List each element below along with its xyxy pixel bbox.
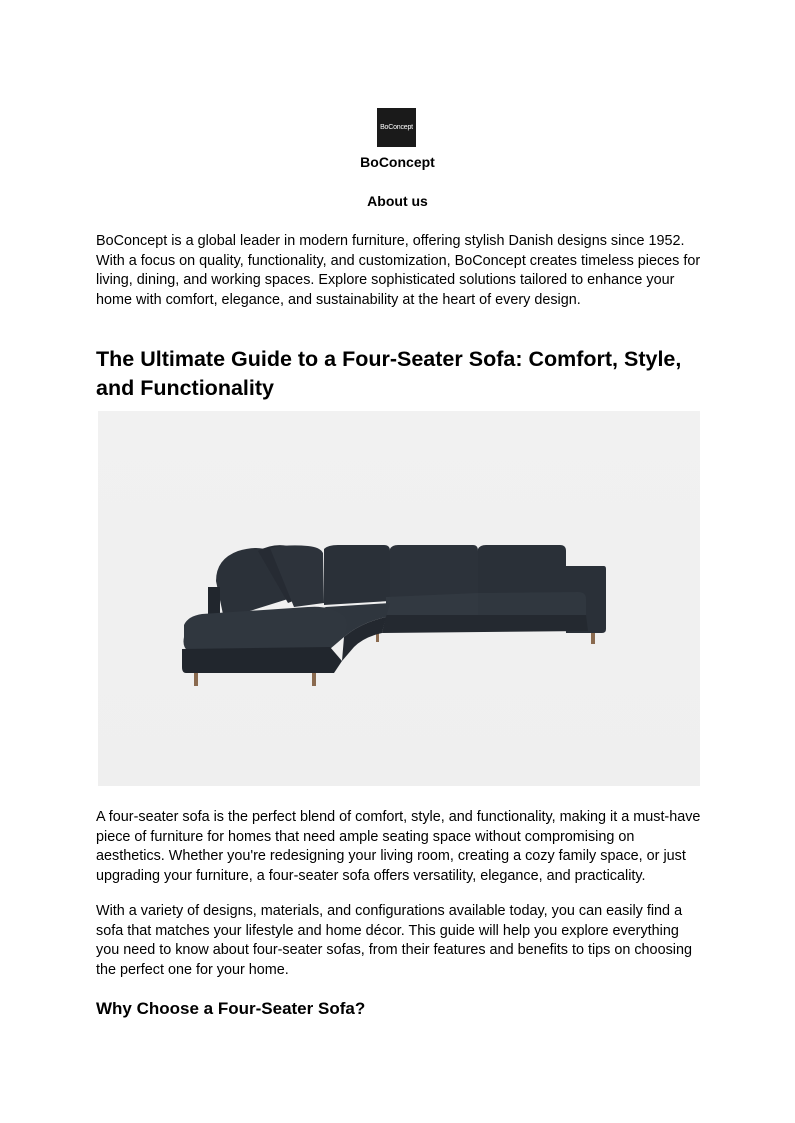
section-heading: Why Choose a Four-Seater Sofa? bbox=[96, 999, 366, 1018]
about-heading: About us bbox=[367, 193, 428, 209]
sofa-illustration bbox=[98, 411, 700, 786]
guide-paragraph: With a variety of designs, materials, and configurations available today, you can easily find a sofa that matches your lifestyle and home décor. This guide will help you explore everything you need to know about four-seater sofas, from their features and benefits to tips on choosing the perfect one for your home. bbox=[96, 903, 692, 978]
intro-paragraph: A four-seater sofa is the perfect blend of comfort, style, and functionality, making it a must-have piece of furniture for homes that need ample seating space without compromising on aesthetics. Whether you're redesigning your living room, creating a cozy family space, or just upgrading your furniture, a four-seater sofa offers versatility, elegance, and practicality. bbox=[96, 809, 701, 884]
sofa-product-image bbox=[98, 411, 700, 786]
about-paragraph: BoConcept is a global leader in modern furniture, offering stylish Danish designs since 1952. With a focus on quality, functionality, and customization, BoConcept creates timeless pieces for living, dining, and working spaces. Explore sophisticated solutions tailored to enhance your home with comfort, elegance, and sustainability at the heart of every design. bbox=[96, 233, 701, 308]
logo-text: BoConcept bbox=[380, 124, 413, 131]
brand-name: BoConcept bbox=[360, 154, 435, 170]
brand-logo bbox=[377, 108, 416, 147]
article-title: The Ultimate Guide to a Four-Seater Sofa: Comfort, Style, and Functionality bbox=[96, 347, 682, 400]
